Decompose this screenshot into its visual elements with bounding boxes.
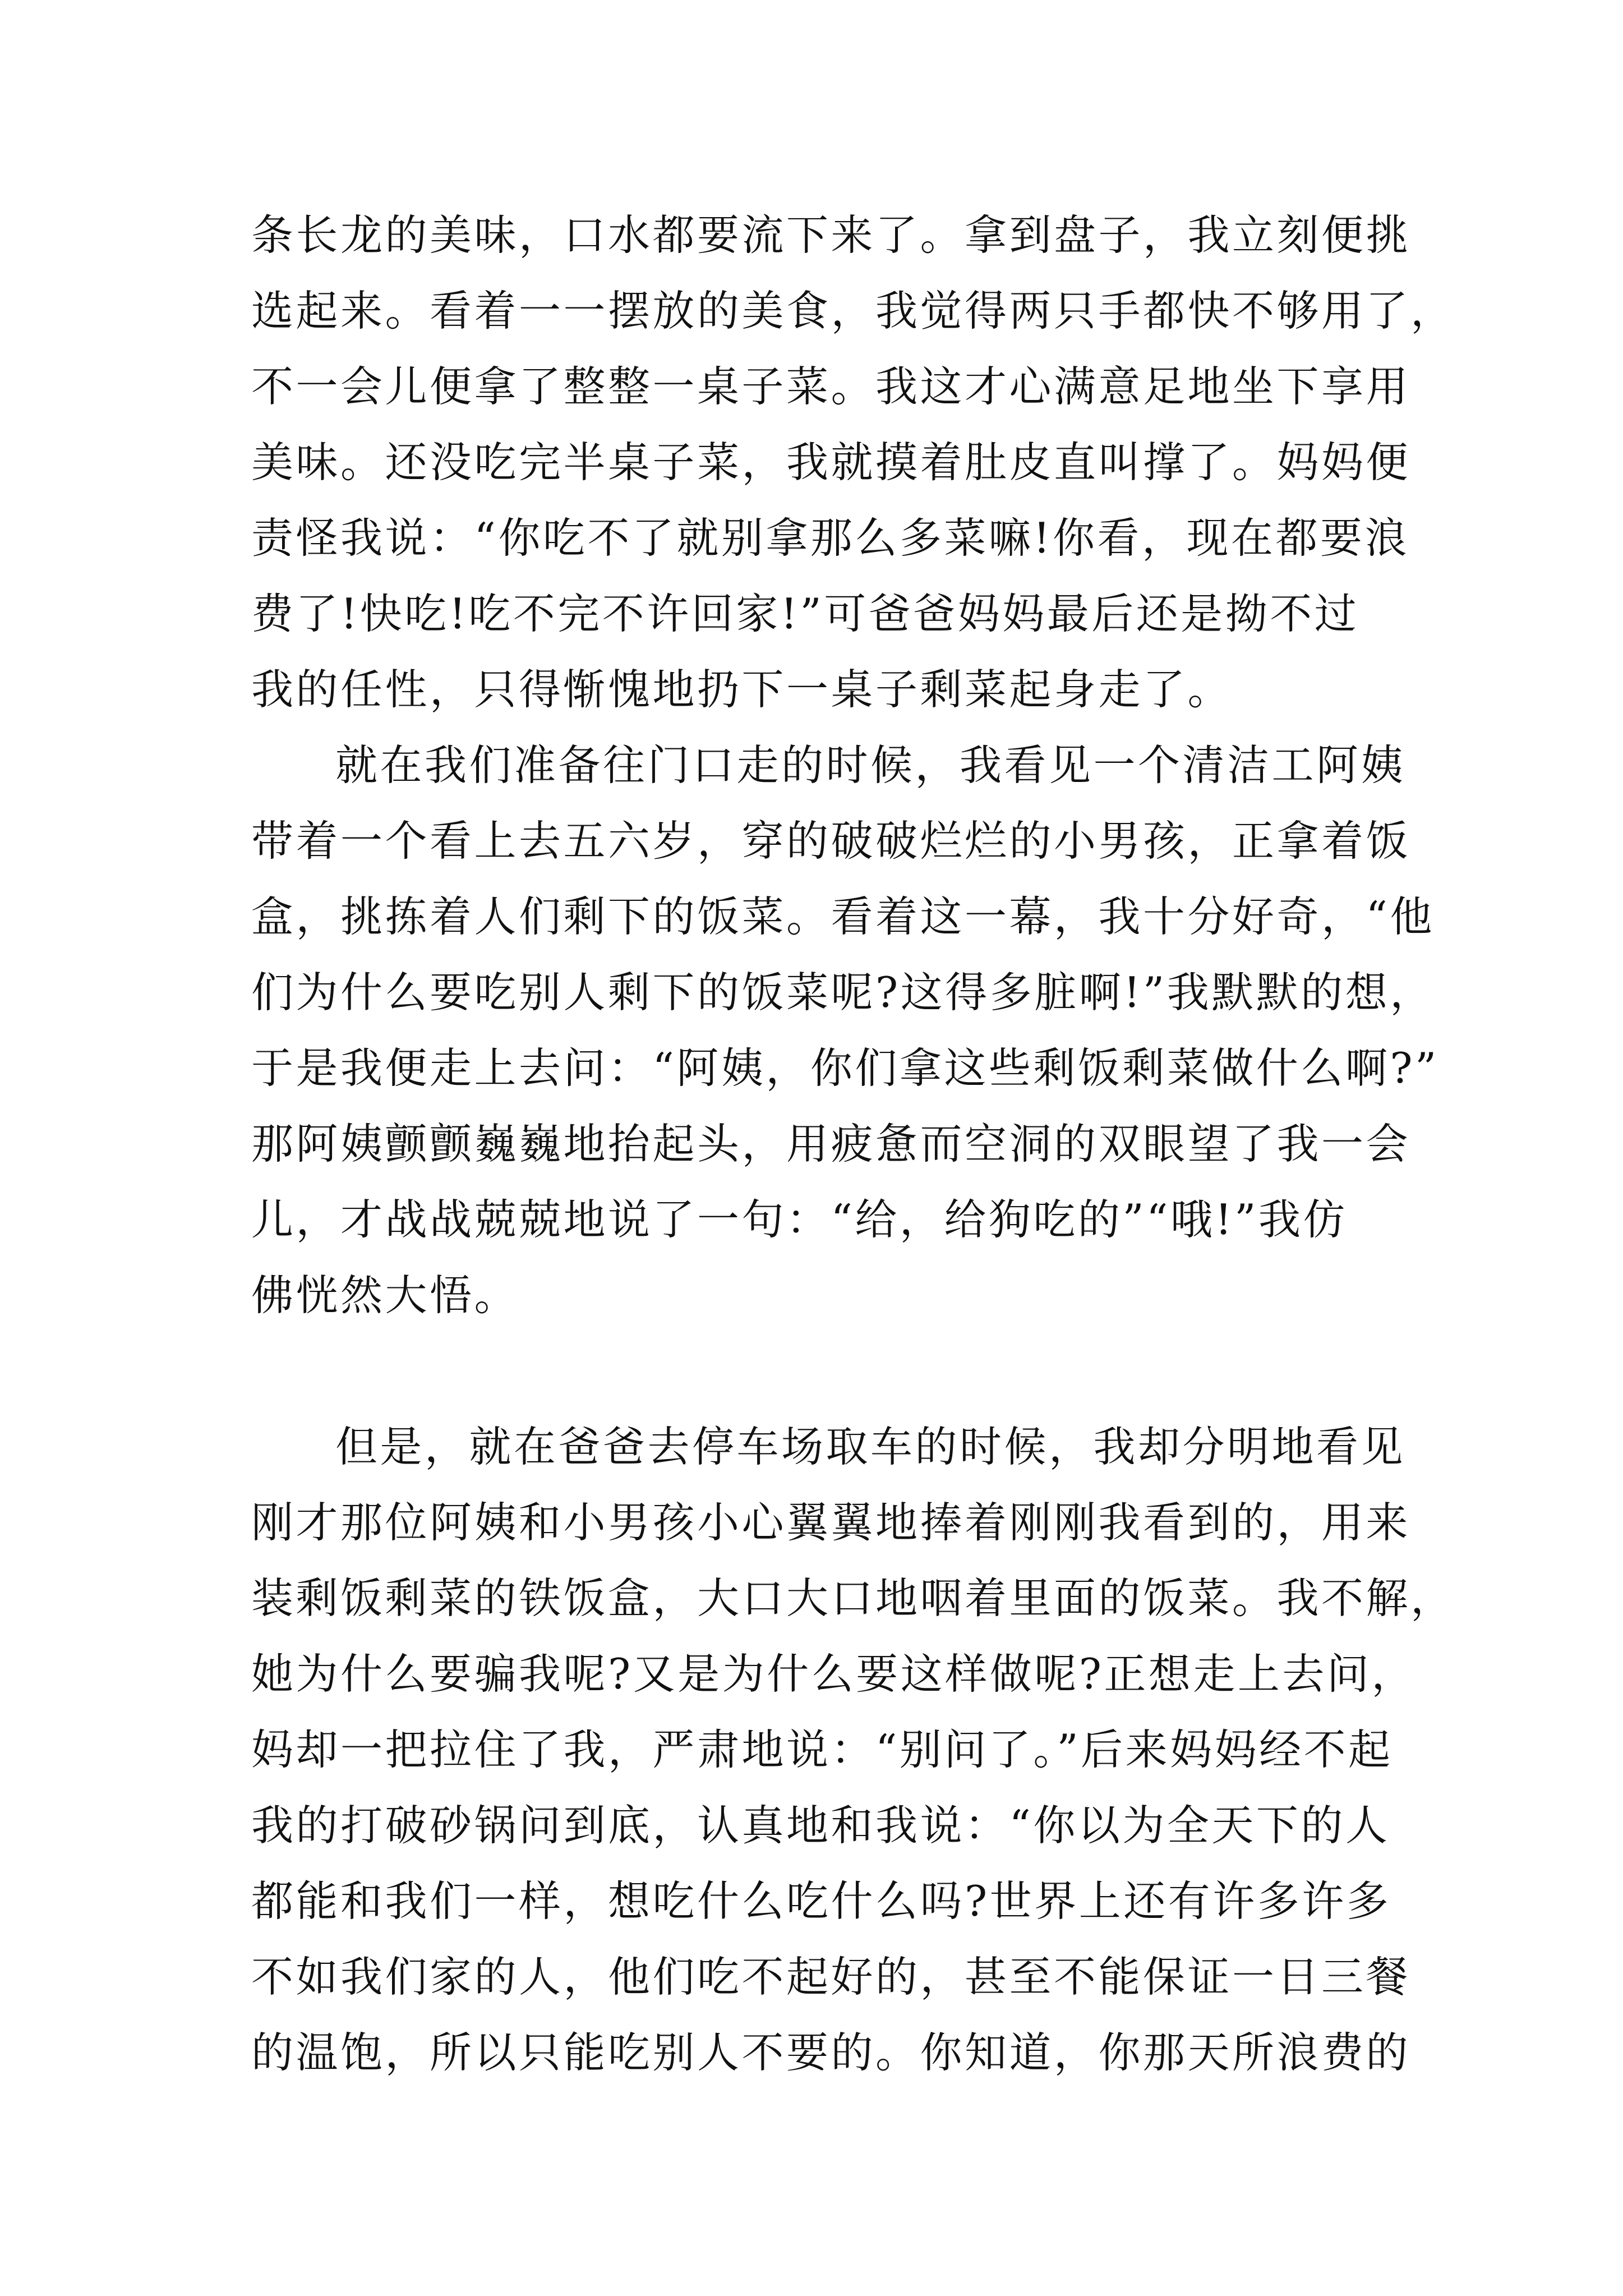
text-line: 装剩饭剩菜的铁饭盒，大口大口地咽着里面的饭菜。我不解， — [251, 1573, 1455, 1623]
text-line: 我的任性，只得惭愧地扔下一桌子剩菜起身走了。 — [251, 665, 1233, 714]
text-line: 妈却一把拉住了我，严肃地说：“别问了。”后来妈妈经不起 — [251, 1725, 1393, 1774]
text-line: 条长龙的美味，口水都要流下来了。拿到盘子，我立刻便挑 — [251, 210, 1411, 260]
text-line: 选起来。看着一一摆放的美食，我觉得两只手都快不够用了， — [251, 286, 1455, 335]
text-line: 盒，挑拣着人们剩下的饭菜。看着这一幕，我十分好奇，“他 — [251, 892, 1435, 941]
text-line: 刚才那位阿姨和小男孩小心翼翼地捧着刚刚我看到的，用来 — [251, 1498, 1411, 1547]
text-line: 责怪我说：“你吃不了就别拿那么多菜嘛!你看，现在都要浪 — [251, 513, 1409, 563]
text-line: 但是，就在爸爸去停车场取车的时候，我却分明地看见 — [335, 1422, 1406, 1471]
text-line: 就在我们准备往门口走的时候，我看见一个清洁工阿姨 — [335, 740, 1406, 790]
text-line: 不一会儿便拿了整整一桌子菜。我这才心满意足地坐下享用 — [251, 362, 1411, 411]
text-line: 不如我们家的人，他们吃不起好的，甚至不能保证一日三餐 — [251, 1952, 1411, 2001]
paragraph-1 — [251, 197, 1455, 728]
text-line — [251, 1333, 1378, 1409]
text-line: 的温饱，所以只能吃别人不要的。你知道，你那天所浪费的 — [251, 2028, 1411, 2077]
text-line: 那阿姨颤颤巍巍地抬起头，用疲惫而空洞的双眼望了我一会 — [251, 1119, 1411, 1168]
text-line: 于是我便走上去问：“阿姨，你们拿这些剩饭剩菜做什么啊?” — [251, 1043, 1439, 1093]
text-line: 们为什么要吃别人剩下的饭菜呢?这得多脏啊!”我默默的想， — [251, 968, 1435, 1017]
text-line: 她为什么要骗我呢?又是为什么要这样做呢?正想走上去问， — [251, 1649, 1416, 1699]
body-text — [251, 197, 1455, 2091]
text-line: 费了!快吃!吃不完不许回家!”可爸爸妈妈最后还是拗不过 — [251, 589, 1359, 638]
text-line: 佛恍然大悟。 — [251, 1271, 519, 1320]
paragraph-2 — [251, 728, 1439, 1409]
text-line: 都能和我们一样，想吃什么吃什么吗?世界上还有许多许多 — [251, 1876, 1391, 1926]
text-line: 儿，才战战兢兢地说了一句：“给，给狗吃的”“哦!”我仿 — [251, 1195, 1348, 1244]
text-line: 带着一个看上去五六岁，穿的破破烂烂的小男孩，正拿着饭 — [251, 816, 1411, 866]
text-line: 美味。还没吃完半桌子菜，我就摸着肚皮直叫撑了。妈妈便 — [251, 438, 1411, 487]
paragraph-3 — [251, 1409, 1455, 2091]
text-line: 我的打破砂锅问到底，认真地和我说：“你以为全天下的人 — [251, 1801, 1390, 1850]
